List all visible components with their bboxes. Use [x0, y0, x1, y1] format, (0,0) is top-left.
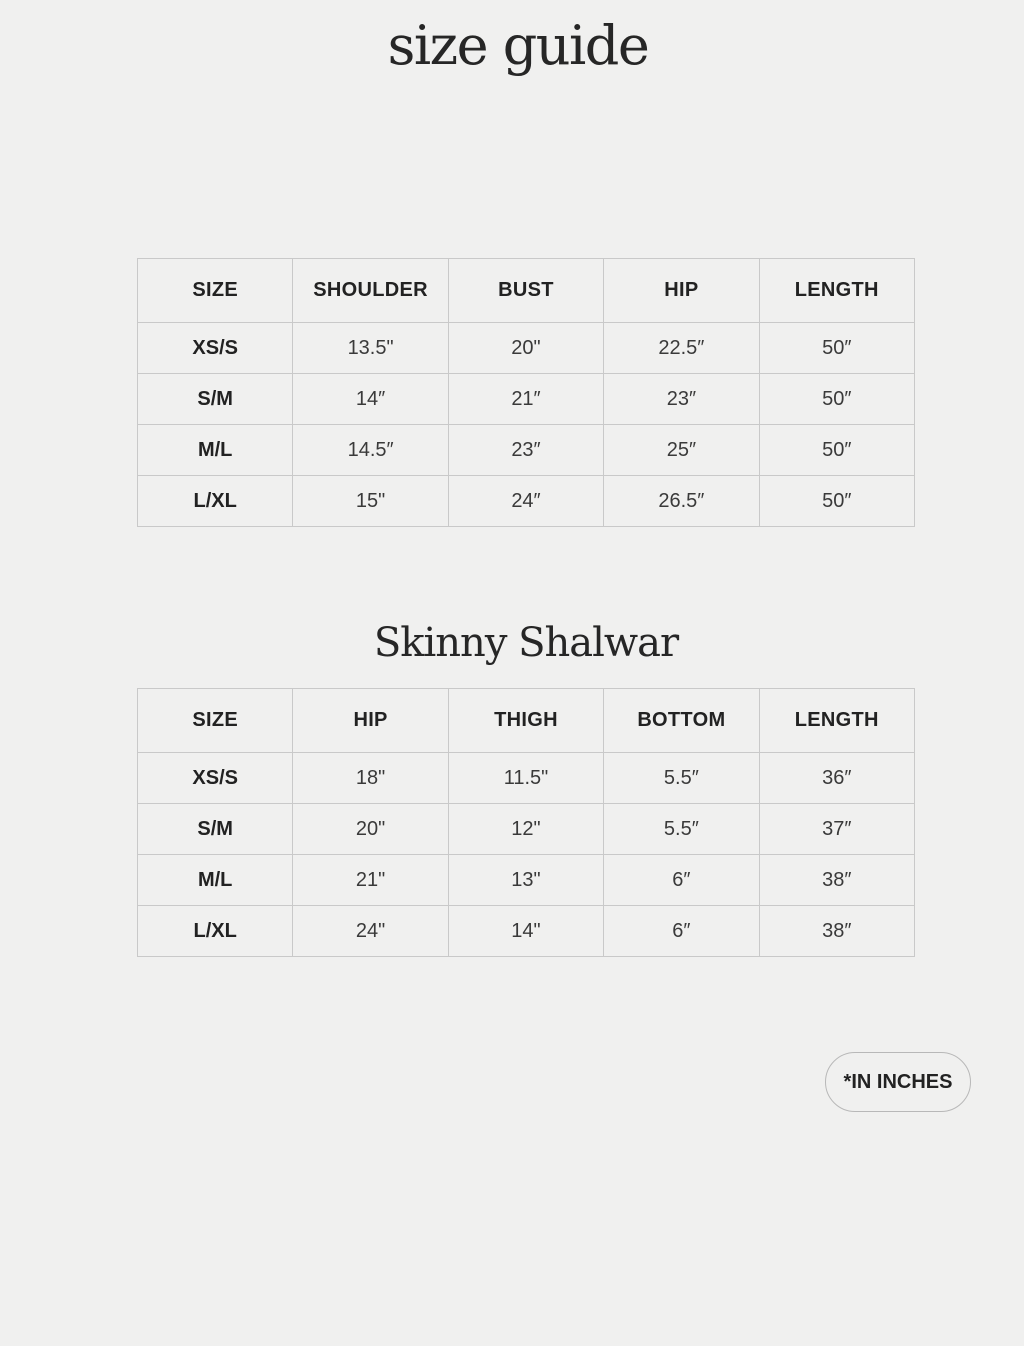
table-cell: 50″ — [759, 476, 914, 527]
column-header-size: SIZE — [138, 689, 293, 753]
table-cell: 20" — [293, 804, 448, 855]
table-cell: 20" — [448, 323, 603, 374]
table-cell: 14.5″ — [293, 425, 448, 476]
table-header-row — [138, 689, 915, 753]
size-cell: S/M — [138, 804, 293, 855]
table-cell: 50″ — [759, 323, 914, 374]
table-cell: 11.5" — [448, 753, 603, 804]
column-header-hip: HIP — [293, 689, 448, 753]
size-cell: L/XL — [138, 906, 293, 957]
size-cell: XS/S — [138, 323, 293, 374]
table-cell: 50″ — [759, 374, 914, 425]
table-cell: 24" — [293, 906, 448, 957]
table-cell: 36″ — [759, 753, 914, 804]
table-cell: 38″ — [759, 906, 914, 957]
column-header-size: SIZE — [138, 259, 293, 323]
table-cell: 50″ — [759, 425, 914, 476]
table-cell: 14″ — [293, 374, 448, 425]
column-header-shoulder: SHOULDER — [293, 259, 448, 323]
table-cell: 21″ — [448, 374, 603, 425]
column-header-thigh: THIGH — [448, 689, 603, 753]
column-header-bust: BUST — [448, 259, 603, 323]
table-cell: 15" — [293, 476, 448, 527]
table-cell: 37″ — [759, 804, 914, 855]
table-cell: 23″ — [604, 374, 759, 425]
table-cell: 18" — [293, 753, 448, 804]
size-cell: M/L — [138, 855, 293, 906]
table-cell: 14" — [448, 906, 603, 957]
size-cell: XS/S — [138, 753, 293, 804]
table-cell: 6″ — [604, 906, 759, 957]
table-cell: 12" — [448, 804, 603, 855]
table-row — [138, 323, 915, 374]
table-cell: 6″ — [604, 855, 759, 906]
column-header-length: LENGTH — [759, 689, 914, 753]
table-cell: 13" — [448, 855, 603, 906]
table-cell: 26.5″ — [604, 476, 759, 527]
table-header-row — [138, 259, 915, 323]
table-cell: 13.5" — [293, 323, 448, 374]
table-cell: 21" — [293, 855, 448, 906]
table-cell: 5.5″ — [604, 804, 759, 855]
table-cell: 23″ — [448, 425, 603, 476]
table-row — [138, 425, 915, 476]
table-row — [138, 804, 915, 855]
table-cell: 22.5″ — [604, 323, 759, 374]
column-header-bottom: BOTTOM — [604, 689, 759, 753]
table-cell: 38″ — [759, 855, 914, 906]
column-header-length: LENGTH — [759, 259, 914, 323]
table-row — [138, 753, 915, 804]
table-row — [138, 855, 915, 906]
table-row — [138, 374, 915, 425]
kurta-size-table — [137, 258, 915, 527]
shalwar-section-title: Skinny Shalwar — [373, 620, 679, 666]
size-cell: S/M — [138, 374, 293, 425]
column-header-hip: HIP — [604, 259, 759, 323]
units-note-badge: *IN INCHES — [825, 1052, 971, 1112]
table-cell: 24″ — [448, 476, 603, 527]
shalwar-size-table — [137, 688, 915, 957]
table-row — [138, 906, 915, 957]
table-cell: 5.5″ — [604, 753, 759, 804]
table-cell: 25″ — [604, 425, 759, 476]
table-row — [138, 476, 915, 527]
size-cell: L/XL — [138, 476, 293, 527]
page-title: size guide — [387, 14, 649, 77]
size-cell: M/L — [138, 425, 293, 476]
